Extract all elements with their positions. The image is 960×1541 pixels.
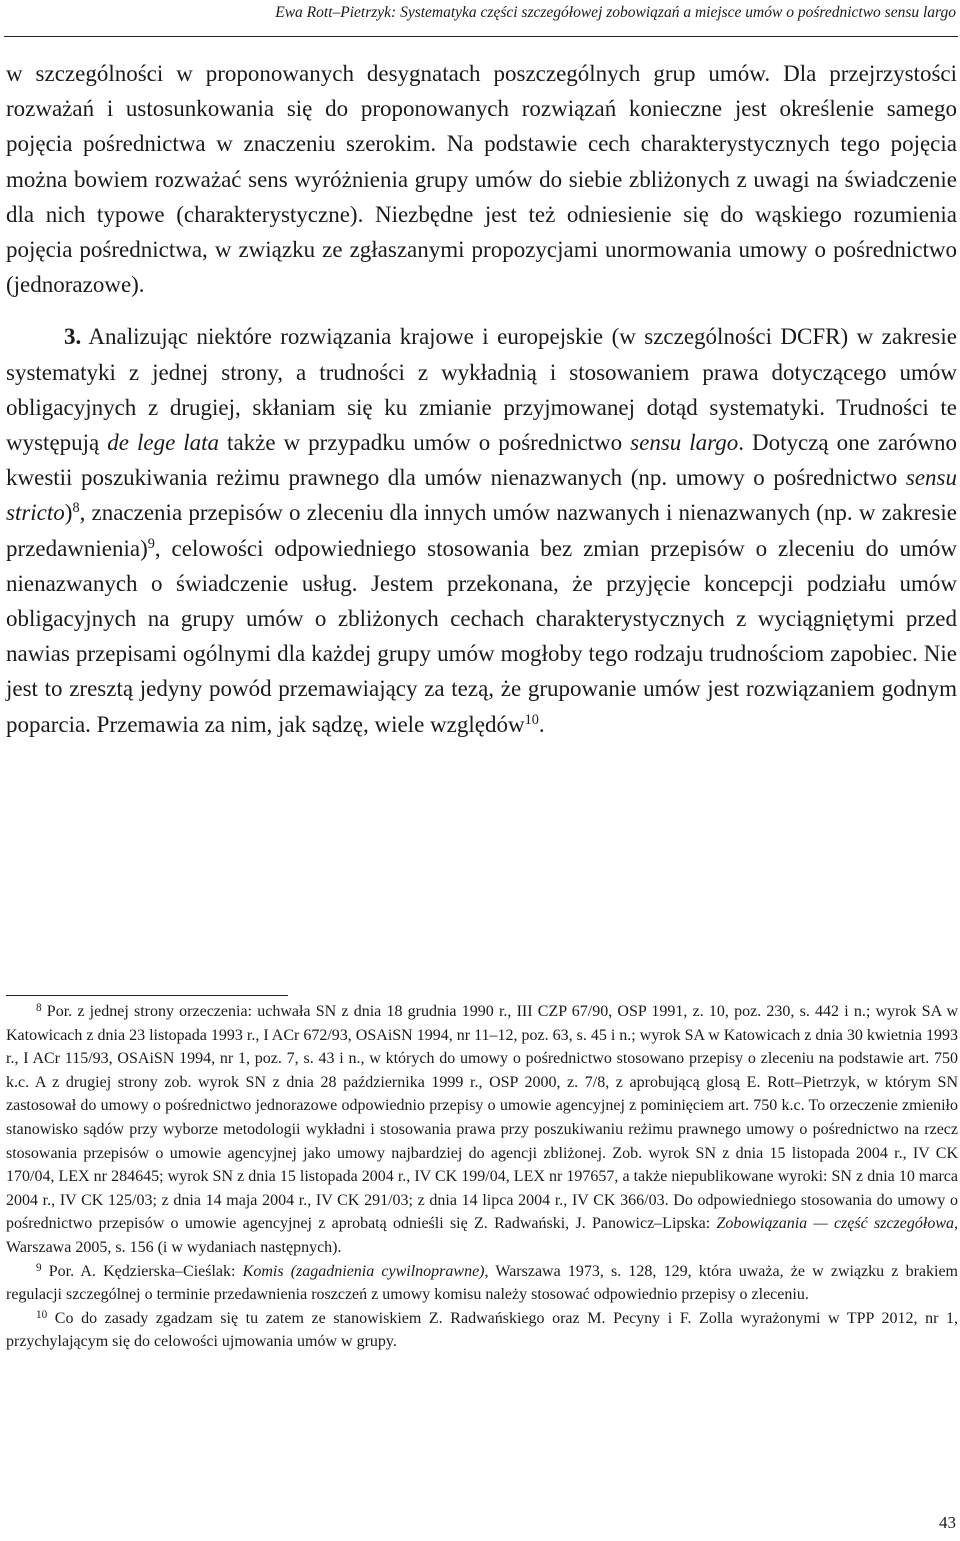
paragraph-2-text-7: .: [538, 711, 545, 737]
footnote-9-number: 9: [36, 1261, 42, 1274]
footnote-ref-9: 9: [147, 535, 155, 552]
page-number: 43: [939, 1513, 956, 1532]
header-rule: [4, 36, 958, 37]
footnote-10: [6, 1307, 958, 1354]
footnote-10-text: Co do zasady zgadzam się tu zatem ze stanowiskiem Z. Radwańskiego oraz M. Pecyny i F. Zolla wyrażonymi w TPP 2012, nr 1, przychylającym się do celowości ujmowania umów w grupy.: [6, 1309, 958, 1351]
paragraph-2-text-4: ): [64, 500, 73, 526]
paragraph-2-text-6: , celowości odpowiedniego stosowania bez zmian przepisów o zleceniu do umów nienazwanych o świadczenie usług. Jestem przekonana, że przyjęcie koncepcji podziału umów obligacyjnych na grupy umów o zbliżonych cechach charakterystycznych z wyciągniętymi przed nawias przepisami ogólnymi dla każdej grupy umów mogłoby tego rodzaju trudnościom zapobiec. Nie jest to zresztą jedyny powód przemawiający za tezą, że grupowanie umów jest rozwiązaniem godnym poparcia. Przemawia za nim, jak sądzę, wiele względów: [6, 535, 957, 737]
footnote-9: [6, 1260, 958, 1307]
paragraph-2-text-3: . Dotyczą one zarówno kwestii poszukiwania reżimu prawnego dla umów nienazwanych (np. umowy o pośrednictwo: [6, 430, 958, 491]
footnote-8: [6, 1000, 958, 1260]
footnote-9-text-2: , Warszawa 1973, s. 128, 129, która uważa, że w związku z brakiem regulacji szczególnej o terminie przedawnienia roszczeń z umowy komisu należy stosować odpowiednio przepisy o zleceniu.: [6, 1262, 958, 1304]
footnotes: [6, 1000, 958, 1354]
footnote-8-text-2: , Warszawa 2005, s. 156 (i w wydaniach następnych).: [6, 1215, 959, 1256]
footnote-10-number: 10: [36, 1308, 48, 1321]
paragraph-2-italic-1: de lege lata: [107, 430, 220, 456]
paragraph-2: [6, 319, 957, 741]
paragraph-2-text-1: Analizując niektóre rozwiązania krajowe i europejskie (w szczególności DCFR) w zakresie systematyki z jednej strony, a trudności z wykładnią i stosowaniem prawa dotyczącego umów obligacyjnych z drugiej, skłaniam się ku zmianie przyjmowanej dotąd systematyki. Trudności te występują: [6, 324, 957, 456]
paragraph-1: w szczególności w proponowanych desygnatach poszczególnych grup umów. Dla przejrzystości rozważań i ustosunkowania się do proponowanych rozwiązań konieczne jest określenie samego pojęcia pośrednictwa w znaczeniu szerokim. Na podstawie cech charakterystycznych tego pojęcia można bowiem rozważać sens wyróżnienia grupy umów do siebie zbliżonych z uwagi na świadczenie dla nich typowe (charakterystyczne). Niezbędne jest też odniesienie się do wąskiego rozumienia pojęcia pośrednictwa, w związku ze zgłaszanymi propozycjami unormowania umowy o pośrednictwo (jednorazowe).: [6, 61, 957, 298]
paragraph-2-text-5: , znaczenia przepisów o zleceniu dla innych umów nazwanych i nienazwanych (np. w zakresie przedawnienia): [6, 500, 957, 561]
paragraph-2-italic-3: sensu stricto: [6, 465, 957, 526]
footnote-ref-10: 10: [524, 711, 539, 728]
running-head: Ewa Rott–Pietrzyk: Systematyka części szczegółowej zobowiązań a miejsce umów o pośrednictwo sensu largo: [275, 4, 956, 21]
paragraph-2-italic-2: sensu largo: [630, 430, 739, 456]
footnote-8-italic: Zobowiązania — część szczegółowa: [716, 1215, 955, 1233]
footnote-8-number: 8: [36, 1001, 42, 1014]
section-number: 3.: [64, 324, 82, 350]
paragraph-2-text-2: także w przypadku umów o pośrednictwo: [219, 430, 631, 456]
footnote-9-italic: Komis (zagadnienia cywilnoprawne): [242, 1262, 485, 1280]
footnote-8-text-1: Por. z jednej strony orzeczenia: uchwała SN z dnia 18 grudnia 1990 r., III CZP 67/90, OSP 1991, z. 10, poz. 230, s. 442 i n.; wyrok SA w Katowicach z dnia 23 listopada 1993 r., I ACr 672/93, OSAiSN 1994, nr 11–12, poz. 63, s. 45 i n.; wyrok SA w Katowicach z dnia 30 kwietnia 1993 r., I ACr 115/93, OSAiSN 1994, nr 1, poz. 7, s. 43 i n., w których do umowy o pośrednictwo stosowano przepisy o zleceniu na podstawie art. 750 k.c. A z drugiej strony zob. wyrok SN z dnia 28 października 1999 r., OSP 2000, z. 7/8, z aprobującą glosą E. Rott–Pietrzyk, w którym SN zastosował do umowy o pośrednictwo jednorazowe odpowiednio przepisy o umowie agencyjnej z pominięciem art. 750 k.c. To orzeczenie zmieniło stanowisko sądów przy wyborze metodologii wykładni i stosowania prawa przy poszukiwaniu reżimu prawnego umowy o pośrednictwo na rzecz stosowania przepisów o umowie agencyjnej jako umowy najbardziej do agencji zbliżonej. Zob. wyrok SN z dnia 15 listopada 2004 r., IV CK 170/04, LEX nr 284645; wyrok SN z dnia 15 listopada 2004 r., IV CK 199/04, LEX nr 197657, a także niepublikowane wyroki: SN z dnia 10 marca 2004 r., IV CK 125/03; z dnia 14 maja 2004 r., IV CK 291/03; z dnia 14 lipca 2004 r., IV CK 366/03. Do odpowiedniego stosowania do umowy o pośrednictwo przepisów o umowie agencyjnej z aprobatą odnieśli się Z. Radwański, J. Panowicz–Lipska:: [6, 1003, 958, 1233]
footnote-9-text-1: Por. A. Kędzierska–Cieślak:: [41, 1262, 243, 1280]
footnote-ref-8: 8: [72, 500, 80, 517]
main-text: [6, 56, 957, 742]
footnote-rule: [6, 995, 288, 996]
